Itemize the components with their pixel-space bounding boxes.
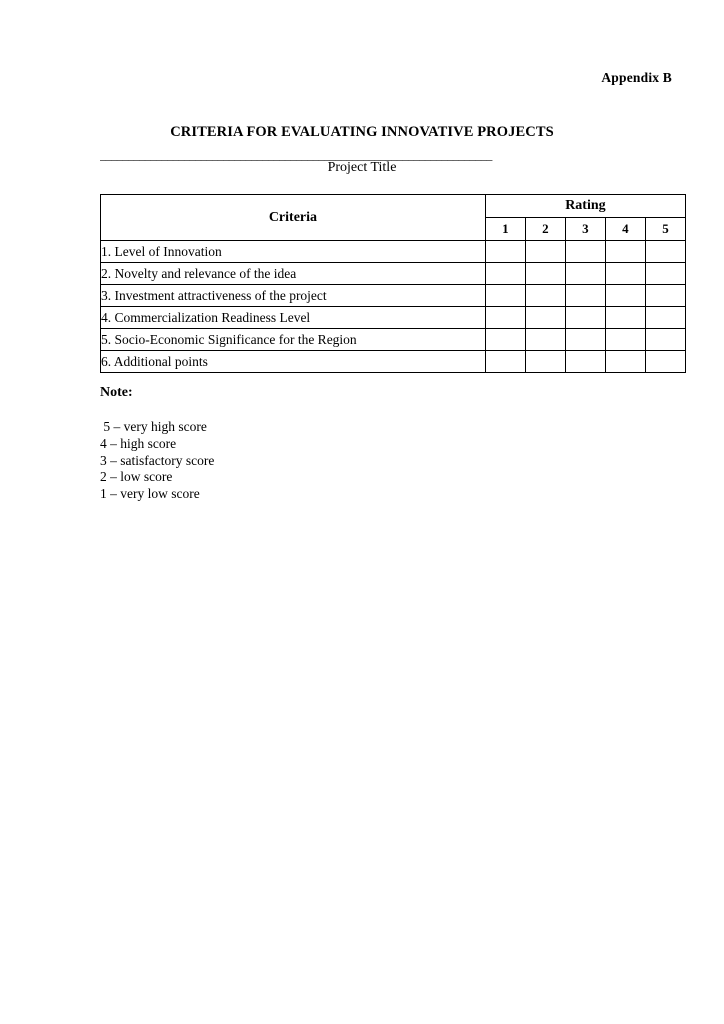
score-cell[interactable] bbox=[565, 263, 605, 285]
score-cell[interactable] bbox=[525, 329, 565, 351]
table-body bbox=[101, 241, 686, 373]
score-cell[interactable] bbox=[605, 351, 645, 373]
score-cell[interactable] bbox=[645, 285, 685, 307]
score-cell[interactable] bbox=[605, 241, 645, 263]
note-heading: Note: bbox=[100, 385, 133, 400]
horizontal-rule: ______________________________________________________________________ bbox=[100, 148, 493, 162]
page-title: CRITERIA FOR EVALUATING INNOVATIVE PROJECTS bbox=[170, 124, 554, 140]
column-header-rating-2: 2 bbox=[525, 218, 565, 241]
table-header bbox=[101, 195, 686, 241]
score-cell[interactable] bbox=[565, 329, 605, 351]
criterion-label: 3. Investment attractiveness of the project bbox=[101, 285, 486, 307]
note-line: 3 – satisfactory score bbox=[100, 452, 215, 468]
score-cell[interactable] bbox=[525, 263, 565, 285]
score-cell[interactable] bbox=[565, 351, 605, 373]
column-header-rating-3: 3 bbox=[565, 218, 605, 241]
column-header-rating-1: 1 bbox=[485, 218, 525, 241]
score-cell[interactable] bbox=[485, 329, 525, 351]
criterion-label: 4. Commercialization Readiness Level bbox=[101, 307, 486, 329]
score-cell[interactable] bbox=[645, 351, 685, 373]
score-cell[interactable] bbox=[525, 285, 565, 307]
table-row bbox=[101, 263, 686, 285]
column-header-rating-4: 4 bbox=[605, 218, 645, 241]
score-cell[interactable] bbox=[485, 241, 525, 263]
table-row bbox=[101, 351, 686, 373]
criterion-label: 6. Additional points bbox=[101, 351, 486, 373]
note-line: 5 – very high score bbox=[100, 419, 207, 434]
score-cell[interactable] bbox=[645, 307, 685, 329]
note-line: 1 – very low score bbox=[100, 486, 200, 502]
criterion-label: 1. Level of Innovation bbox=[101, 241, 486, 263]
score-cell[interactable] bbox=[485, 285, 525, 307]
note-legend bbox=[100, 419, 214, 503]
table-row bbox=[101, 307, 686, 329]
score-cell[interactable] bbox=[525, 241, 565, 263]
column-header-criteria: Criteria bbox=[101, 195, 486, 241]
score-cell[interactable] bbox=[605, 307, 645, 329]
score-cell[interactable] bbox=[485, 263, 525, 285]
criterion-label: 2. Novelty and relevance of the idea bbox=[101, 263, 486, 285]
score-cell[interactable] bbox=[605, 329, 645, 351]
score-cell[interactable] bbox=[645, 263, 685, 285]
table-row bbox=[101, 241, 686, 263]
table-header-row-1 bbox=[101, 195, 686, 218]
note-line: 2 – low score bbox=[100, 469, 173, 485]
score-cell[interactable] bbox=[525, 351, 565, 373]
note-line: 4 – high score bbox=[100, 435, 177, 451]
project-title-label: Project Title bbox=[327, 160, 397, 175]
appendix-label: Appendix B bbox=[601, 70, 672, 85]
criteria-rating-table bbox=[100, 194, 686, 373]
score-cell[interactable] bbox=[485, 351, 525, 373]
score-cell[interactable] bbox=[565, 241, 605, 263]
column-header-rating-5: 5 bbox=[645, 218, 685, 241]
score-cell[interactable] bbox=[645, 329, 685, 351]
column-header-rating: Rating bbox=[485, 195, 685, 218]
score-cell[interactable] bbox=[605, 285, 645, 307]
score-cell[interactable] bbox=[485, 307, 525, 329]
table-row bbox=[101, 285, 686, 307]
score-cell[interactable] bbox=[525, 307, 565, 329]
score-cell[interactable] bbox=[565, 285, 605, 307]
score-cell[interactable] bbox=[605, 263, 645, 285]
score-cell[interactable] bbox=[645, 241, 685, 263]
table-row bbox=[101, 329, 686, 351]
score-cell[interactable] bbox=[565, 307, 605, 329]
criterion-label: 5. Socio-Economic Significance for the Region bbox=[101, 329, 486, 351]
